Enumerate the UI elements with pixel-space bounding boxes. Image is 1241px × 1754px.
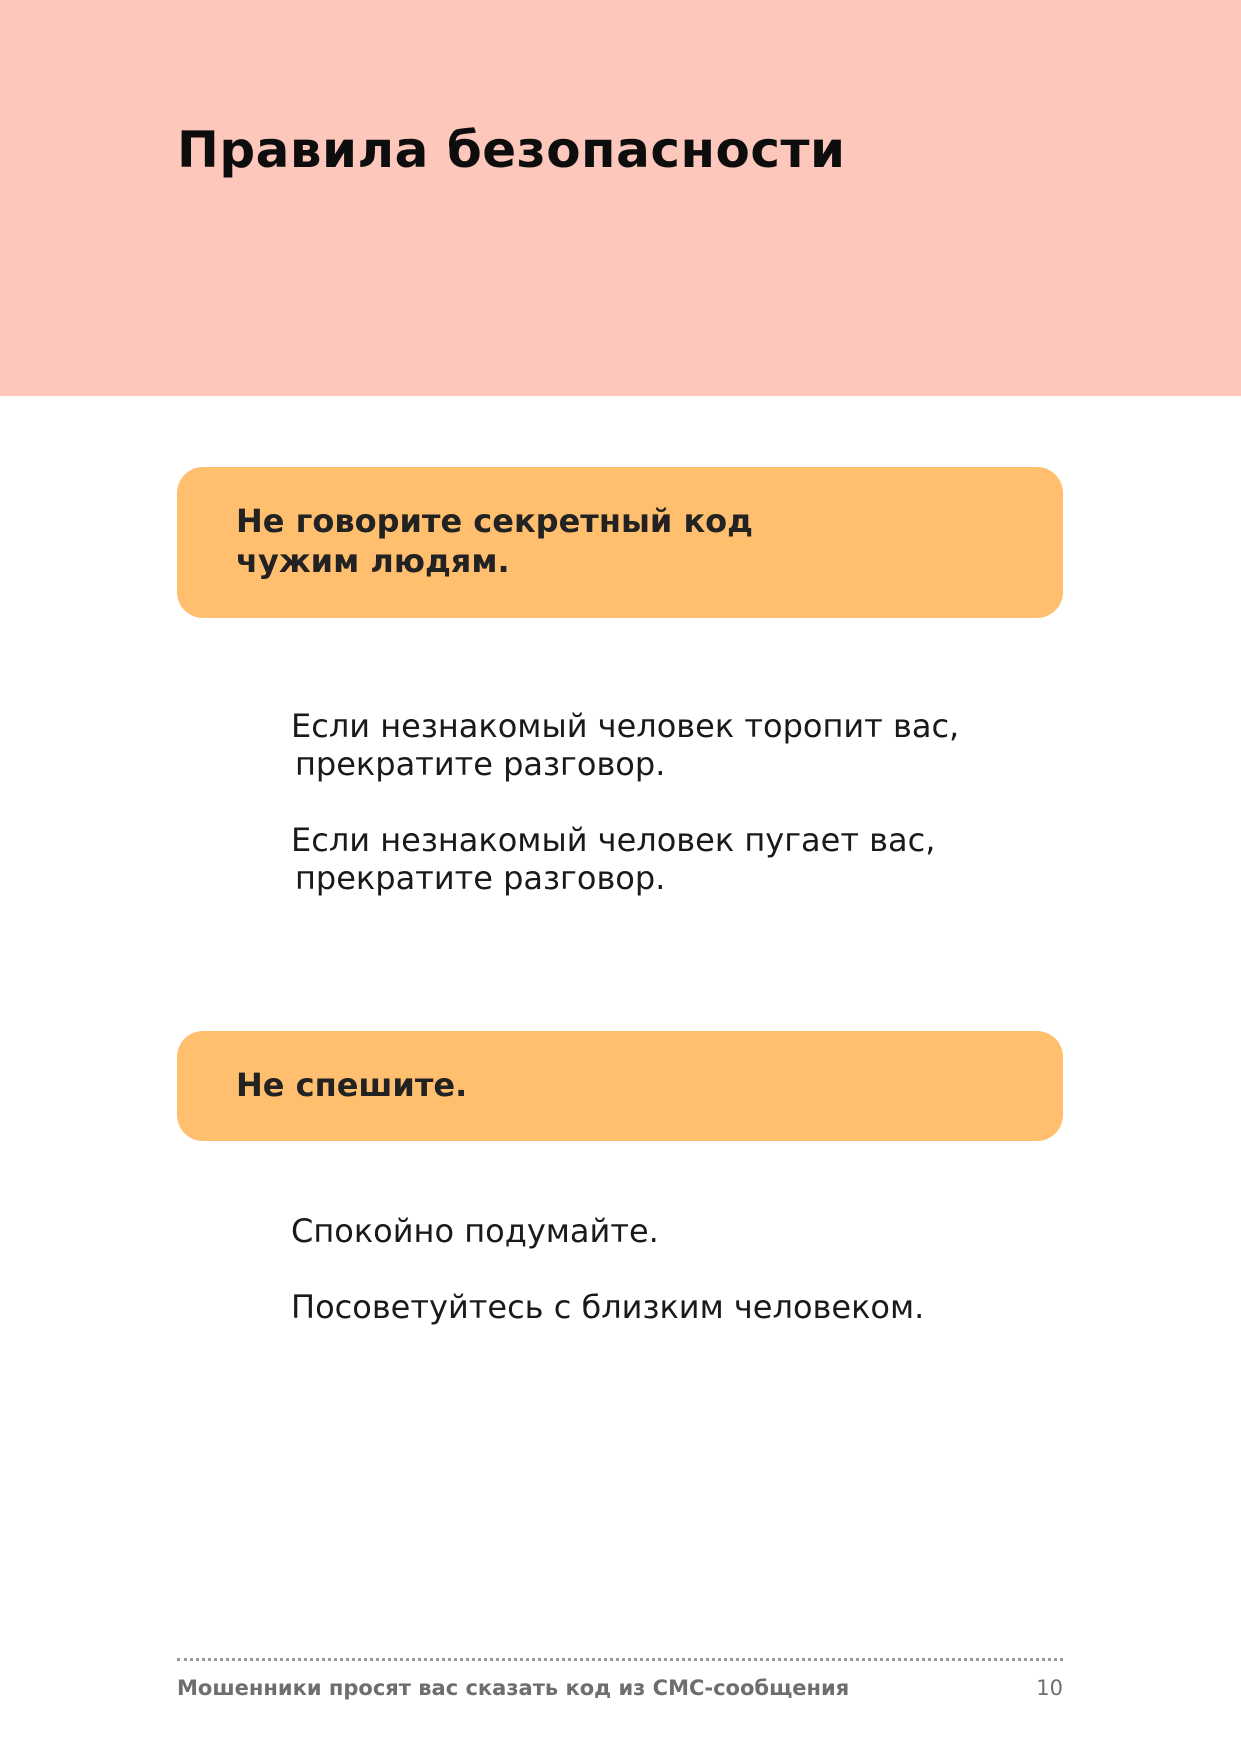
rule-heading-line: Не спешите. [236,1066,468,1104]
rule-heading-line: чужим людям. [236,542,510,580]
advice-line: прекратите разговор. [295,745,666,783]
rule-box-no-hurry [177,1031,1063,1141]
page-number: 10 [1036,1676,1063,1700]
advice-line: прекратите разговор. [295,859,666,897]
advice-line: Если незнакомый человек пугает вас, [291,821,936,859]
header-band [0,0,1241,396]
advice-line: Посоветуйтесь с близким человеком. [291,1288,925,1326]
advice-consult [291,1288,924,1326]
advice-line: Если незнакомый человек торопит вас, [291,707,960,745]
rule-box-secret-code [177,467,1063,618]
page-title: Правила безопасности [177,121,846,179]
advice-hurry [291,707,959,783]
footer-title: Мошенники просят вас сказать код из СМС-сообщения [177,1676,850,1700]
rule-heading-line: Не говорите секретный код [236,502,753,540]
advice-line: Спокойно подумайте. [291,1212,659,1250]
footer-divider [177,1658,1063,1661]
advice-think [291,1212,659,1250]
advice-scare [291,821,935,897]
